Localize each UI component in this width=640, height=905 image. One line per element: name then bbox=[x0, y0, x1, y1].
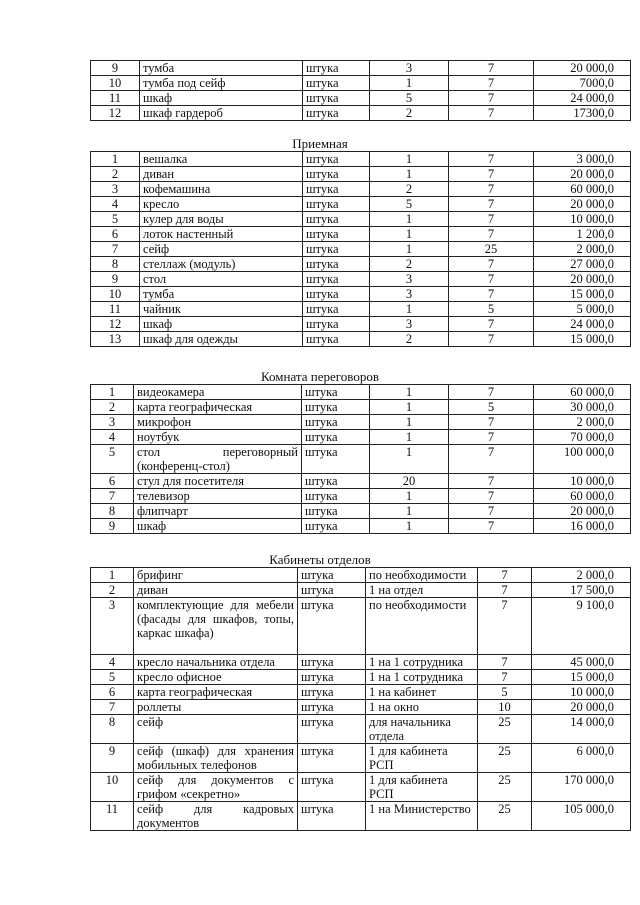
table-row bbox=[91, 106, 631, 121]
quantity-cell: 1 bbox=[370, 489, 449, 504]
service-life-cell: 25 bbox=[478, 715, 532, 744]
price-cell: 20 000,0 bbox=[534, 61, 631, 76]
table-row bbox=[91, 568, 631, 583]
table-row bbox=[91, 445, 631, 474]
price-cell: 60 000,0 bbox=[534, 182, 631, 197]
price-cell: 170 000,0 bbox=[532, 773, 631, 802]
item-name-cell: чайник bbox=[140, 302, 303, 317]
table-row bbox=[91, 519, 631, 534]
unit-cell: штука bbox=[303, 76, 370, 91]
row-number-cell: 10 bbox=[91, 287, 140, 302]
unit-cell: штука bbox=[303, 91, 370, 106]
service-life-cell: 7 bbox=[449, 504, 534, 519]
unit-cell: штука bbox=[303, 106, 370, 121]
unit-cell: штука bbox=[302, 504, 370, 519]
price-cell: 7000,0 bbox=[534, 76, 631, 91]
service-life-cell: 25 bbox=[478, 744, 532, 773]
row-number-cell: 10 bbox=[91, 76, 140, 91]
quantity-cell: 2 bbox=[370, 332, 449, 347]
meeting-room-table bbox=[90, 384, 631, 534]
price-cell: 20 000,0 bbox=[534, 504, 631, 519]
service-life-cell: 25 bbox=[478, 802, 532, 831]
quantity-cell: 5 bbox=[370, 197, 449, 212]
price-cell: 70 000,0 bbox=[534, 430, 631, 445]
quantity-cell: 1 на Министерство bbox=[366, 802, 478, 831]
item-name-cell: шкаф гардероб bbox=[140, 106, 303, 121]
item-name-cell: сейф bbox=[134, 715, 298, 744]
service-life-cell: 7 bbox=[449, 332, 534, 347]
table-row bbox=[91, 670, 631, 685]
quantity-cell: 1 bbox=[370, 519, 449, 534]
table-row bbox=[91, 91, 631, 106]
row-number-cell: 2 bbox=[91, 583, 134, 598]
item-name-cell: брифинг bbox=[134, 568, 298, 583]
table-row bbox=[91, 302, 631, 317]
quantity-cell: 1 на отдел bbox=[366, 583, 478, 598]
row-number-cell: 13 bbox=[91, 332, 140, 347]
service-life-cell: 7 bbox=[449, 317, 534, 332]
quantity-cell: 3 bbox=[370, 61, 449, 76]
item-name-cell: шкаф bbox=[140, 91, 303, 106]
price-cell: 2 000,0 bbox=[534, 415, 631, 430]
service-life-cell: 7 bbox=[449, 167, 534, 182]
unit-cell: штука bbox=[302, 489, 370, 504]
price-cell: 10 000,0 bbox=[534, 212, 631, 227]
table-row bbox=[91, 257, 631, 272]
unit-cell: штука bbox=[298, 744, 366, 773]
unit-cell: штука bbox=[298, 598, 366, 655]
quantity-cell: 1 bbox=[370, 415, 449, 430]
unit-cell: штука bbox=[302, 474, 370, 489]
quantity-cell: 1 для кабинета РСП bbox=[366, 744, 478, 773]
service-life-cell: 7 bbox=[449, 519, 534, 534]
unit-cell: штука bbox=[298, 655, 366, 670]
quantity-cell: 1 на кабинет bbox=[366, 685, 478, 700]
unit-cell: штука bbox=[302, 415, 370, 430]
service-life-cell: 5 bbox=[478, 685, 532, 700]
item-name-cell: кресло bbox=[140, 197, 303, 212]
item-name-cell: лоток настенный bbox=[140, 227, 303, 242]
item-name-cell: комплектующие для мебели (фасады для шкафов, топы, каркас шкафа) bbox=[134, 598, 298, 655]
item-name-cell: кресло офисное bbox=[134, 670, 298, 685]
table-row bbox=[91, 287, 631, 302]
row-number-cell: 10 bbox=[91, 773, 134, 802]
service-life-cell: 7 bbox=[449, 76, 534, 91]
price-cell: 17 500,0 bbox=[532, 583, 631, 598]
row-number-cell: 3 bbox=[91, 598, 134, 655]
unit-cell: штука bbox=[298, 583, 366, 598]
table-row bbox=[91, 385, 631, 400]
department-offices-table bbox=[90, 567, 631, 831]
service-life-cell: 7 bbox=[449, 474, 534, 489]
price-cell: 15 000,0 bbox=[534, 332, 631, 347]
service-life-cell: 7 bbox=[449, 227, 534, 242]
row-number-cell: 1 bbox=[91, 568, 134, 583]
table-row bbox=[91, 489, 631, 504]
item-name-cell: карта географическая bbox=[134, 685, 298, 700]
item-name-cell: шкаф для одежды bbox=[140, 332, 303, 347]
quantity-cell: для начальника отдела bbox=[366, 715, 478, 744]
item-name-cell: стул для посетителя bbox=[134, 474, 302, 489]
row-number-cell: 2 bbox=[91, 400, 134, 415]
row-number-cell: 9 bbox=[91, 272, 140, 287]
unit-cell: штука bbox=[302, 445, 370, 474]
table-row bbox=[91, 583, 631, 598]
row-number-cell: 9 bbox=[91, 519, 134, 534]
section-title-department-offices: Кабинеты отделов bbox=[269, 552, 371, 567]
table-row bbox=[91, 802, 631, 831]
service-life-cell: 7 bbox=[478, 568, 532, 583]
row-number-cell: 7 bbox=[91, 700, 134, 715]
unit-cell: штука bbox=[303, 61, 370, 76]
item-name-cell: роллеты bbox=[134, 700, 298, 715]
unit-cell: штука bbox=[303, 317, 370, 332]
quantity-cell: 1 на окно bbox=[366, 700, 478, 715]
unit-cell: штука bbox=[298, 685, 366, 700]
quantity-cell: 1 bbox=[370, 430, 449, 445]
price-cell: 20 000,0 bbox=[534, 272, 631, 287]
quantity-cell: 1 для кабинета РСП bbox=[366, 773, 478, 802]
row-number-cell: 9 bbox=[91, 61, 140, 76]
section-title-reception: Приемная bbox=[292, 136, 348, 151]
item-name-cell: диван bbox=[140, 167, 303, 182]
row-number-cell: 7 bbox=[91, 489, 134, 504]
item-name-cell: флипчарт bbox=[134, 504, 302, 519]
price-cell: 20 000,0 bbox=[534, 167, 631, 182]
unit-cell: штука bbox=[302, 400, 370, 415]
service-life-cell: 7 bbox=[449, 91, 534, 106]
row-number-cell: 8 bbox=[91, 715, 134, 744]
item-name-cell: стеллаж (модуль) bbox=[140, 257, 303, 272]
service-life-cell: 7 bbox=[449, 445, 534, 474]
unit-cell: штука bbox=[303, 212, 370, 227]
service-life-cell: 7 bbox=[449, 489, 534, 504]
row-number-cell: 2 bbox=[91, 167, 140, 182]
price-cell: 24 000,0 bbox=[534, 91, 631, 106]
price-cell: 45 000,0 bbox=[532, 655, 631, 670]
price-cell: 17300,0 bbox=[534, 106, 631, 121]
price-cell: 60 000,0 bbox=[534, 385, 631, 400]
quantity-cell: 1 bbox=[370, 504, 449, 519]
item-name-cell: ноутбук bbox=[134, 430, 302, 445]
row-number-cell: 7 bbox=[91, 242, 140, 257]
quantity-cell: 2 bbox=[370, 106, 449, 121]
item-name-cell: микрофон bbox=[134, 415, 302, 430]
service-life-cell: 7 bbox=[478, 655, 532, 670]
table-row bbox=[91, 197, 631, 212]
table-row bbox=[91, 152, 631, 167]
row-number-cell: 4 bbox=[91, 655, 134, 670]
table-row bbox=[91, 504, 631, 519]
table-row bbox=[91, 598, 631, 655]
service-life-cell: 5 bbox=[449, 400, 534, 415]
row-number-cell: 11 bbox=[91, 91, 140, 106]
table-row bbox=[91, 61, 631, 76]
item-name-cell: шкаф bbox=[140, 317, 303, 332]
quantity-cell: 1 bbox=[370, 242, 449, 257]
price-cell: 15 000,0 bbox=[532, 670, 631, 685]
unit-cell: штука bbox=[298, 568, 366, 583]
item-name-cell: стол переговорный (конференц-стол) bbox=[134, 445, 302, 474]
price-cell: 10 000,0 bbox=[534, 474, 631, 489]
service-life-cell: 5 bbox=[449, 302, 534, 317]
price-cell: 20 000,0 bbox=[534, 197, 631, 212]
service-life-cell: 7 bbox=[478, 670, 532, 685]
price-cell: 15 000,0 bbox=[534, 287, 631, 302]
price-cell: 27 000,0 bbox=[534, 257, 631, 272]
row-number-cell: 8 bbox=[91, 257, 140, 272]
unit-cell: штука bbox=[303, 197, 370, 212]
item-name-cell: кулер для воды bbox=[140, 212, 303, 227]
price-cell: 105 000,0 bbox=[532, 802, 631, 831]
table-row bbox=[91, 182, 631, 197]
unit-cell: штука bbox=[302, 385, 370, 400]
price-cell: 100 000,0 bbox=[534, 445, 631, 474]
price-cell: 9 100,0 bbox=[532, 598, 631, 655]
item-name-cell: тумба bbox=[140, 287, 303, 302]
unit-cell: штука bbox=[303, 302, 370, 317]
quantity-cell: 1 bbox=[370, 400, 449, 415]
service-life-cell: 7 bbox=[449, 197, 534, 212]
price-cell: 14 000,0 bbox=[532, 715, 631, 744]
service-life-cell: 7 bbox=[449, 212, 534, 227]
row-number-cell: 9 bbox=[91, 744, 134, 773]
unit-cell: штука bbox=[303, 167, 370, 182]
item-name-cell: тумба под сейф bbox=[140, 76, 303, 91]
quantity-cell: 1 bbox=[370, 445, 449, 474]
table-row bbox=[91, 744, 631, 773]
item-name-cell: сейф (шкаф) для хранения мобильных телефонов bbox=[134, 744, 298, 773]
item-name-cell: стол bbox=[140, 272, 303, 287]
unit-cell: штука bbox=[302, 519, 370, 534]
table-row bbox=[91, 474, 631, 489]
row-number-cell: 11 bbox=[91, 802, 134, 831]
section-title-meeting-room: Комната переговоров bbox=[261, 369, 379, 384]
service-life-cell: 7 bbox=[449, 182, 534, 197]
unit-cell: штука bbox=[298, 700, 366, 715]
service-life-cell: 25 bbox=[449, 242, 534, 257]
quantity-cell: 3 bbox=[370, 317, 449, 332]
item-name-cell: кресло начальника отдела bbox=[134, 655, 298, 670]
quantity-cell: 1 bbox=[370, 227, 449, 242]
row-number-cell: 3 bbox=[91, 182, 140, 197]
unit-cell: штука bbox=[303, 287, 370, 302]
table-row bbox=[91, 415, 631, 430]
table-row bbox=[91, 167, 631, 182]
unit-cell: штука bbox=[298, 802, 366, 831]
price-cell: 20 000,0 bbox=[532, 700, 631, 715]
service-life-cell: 7 bbox=[449, 61, 534, 76]
unit-cell: штука bbox=[303, 182, 370, 197]
service-life-cell: 7 bbox=[449, 385, 534, 400]
row-number-cell: 6 bbox=[91, 474, 134, 489]
unit-cell: штука bbox=[303, 227, 370, 242]
item-name-cell: тумба bbox=[140, 61, 303, 76]
unit-cell: штука bbox=[303, 257, 370, 272]
item-name-cell: сейф для документов с грифом «секретно» bbox=[134, 773, 298, 802]
table-row bbox=[91, 76, 631, 91]
item-name-cell: сейф для кадровых документов bbox=[134, 802, 298, 831]
table-row bbox=[91, 773, 631, 802]
service-life-cell: 7 bbox=[449, 415, 534, 430]
table-body bbox=[91, 152, 631, 347]
service-life-cell: 7 bbox=[478, 598, 532, 655]
row-number-cell: 6 bbox=[91, 227, 140, 242]
quantity-cell: 1 bbox=[370, 302, 449, 317]
item-name-cell: сейф bbox=[140, 242, 303, 257]
table-row bbox=[91, 700, 631, 715]
table-row bbox=[91, 242, 631, 257]
unit-cell: штука bbox=[298, 670, 366, 685]
price-cell: 5 000,0 bbox=[534, 302, 631, 317]
table-row bbox=[91, 317, 631, 332]
table-row bbox=[91, 212, 631, 227]
quantity-cell: 3 bbox=[370, 287, 449, 302]
price-cell: 16 000,0 bbox=[534, 519, 631, 534]
table-body bbox=[91, 568, 631, 831]
quantity-cell: 5 bbox=[370, 91, 449, 106]
reception-table bbox=[90, 151, 631, 347]
row-number-cell: 4 bbox=[91, 430, 134, 445]
item-name-cell: кофемашина bbox=[140, 182, 303, 197]
quantity-cell: 2 bbox=[370, 257, 449, 272]
table-row bbox=[91, 227, 631, 242]
service-life-cell: 7 bbox=[449, 257, 534, 272]
unit-cell: штука bbox=[298, 773, 366, 802]
item-name-cell: видеокамера bbox=[134, 385, 302, 400]
row-number-cell: 12 bbox=[91, 106, 140, 121]
row-number-cell: 1 bbox=[91, 385, 134, 400]
table-row bbox=[91, 655, 631, 670]
service-life-cell: 7 bbox=[478, 583, 532, 598]
price-cell: 30 000,0 bbox=[534, 400, 631, 415]
price-cell: 60 000,0 bbox=[534, 489, 631, 504]
price-cell: 6 000,0 bbox=[532, 744, 631, 773]
unit-cell: штука bbox=[303, 242, 370, 257]
item-name-cell: вешалка bbox=[140, 152, 303, 167]
row-number-cell: 4 bbox=[91, 197, 140, 212]
row-number-cell: 11 bbox=[91, 302, 140, 317]
item-name-cell: карта географическая bbox=[134, 400, 302, 415]
service-life-cell: 25 bbox=[478, 773, 532, 802]
row-number-cell: 8 bbox=[91, 504, 134, 519]
quantity-cell: 1 bbox=[370, 385, 449, 400]
unit-cell: штука bbox=[303, 272, 370, 287]
table-row bbox=[91, 332, 631, 347]
table-row bbox=[91, 272, 631, 287]
service-life-cell: 7 bbox=[449, 430, 534, 445]
price-cell: 10 000,0 bbox=[532, 685, 631, 700]
service-life-cell: 7 bbox=[449, 272, 534, 287]
quantity-cell: 2 bbox=[370, 182, 449, 197]
row-number-cell: 3 bbox=[91, 415, 134, 430]
quantity-cell: 3 bbox=[370, 272, 449, 287]
quantity-cell: 1 bbox=[370, 212, 449, 227]
price-cell: 2 000,0 bbox=[532, 568, 631, 583]
quantity-cell: по необходимости bbox=[366, 598, 478, 655]
service-life-cell: 7 bbox=[449, 152, 534, 167]
service-life-cell: 10 bbox=[478, 700, 532, 715]
price-cell: 24 000,0 bbox=[534, 317, 631, 332]
quantity-cell: 1 на 1 сотрудника bbox=[366, 670, 478, 685]
table-row bbox=[91, 685, 631, 700]
item-name-cell: телевизор bbox=[134, 489, 302, 504]
item-name-cell: диван bbox=[134, 583, 298, 598]
price-cell: 1 200,0 bbox=[534, 227, 631, 242]
table-row bbox=[91, 430, 631, 445]
table-body bbox=[91, 61, 631, 121]
price-cell: 3 000,0 bbox=[534, 152, 631, 167]
service-life-cell: 7 bbox=[449, 106, 534, 121]
row-number-cell: 5 bbox=[91, 212, 140, 227]
row-number-cell: 6 bbox=[91, 685, 134, 700]
furniture-table-continued bbox=[90, 60, 631, 121]
unit-cell: штука bbox=[302, 430, 370, 445]
quantity-cell: 1 bbox=[370, 76, 449, 91]
row-number-cell: 5 bbox=[91, 445, 134, 474]
row-number-cell: 12 bbox=[91, 317, 140, 332]
quantity-cell: 1 bbox=[370, 167, 449, 182]
unit-cell: штука bbox=[303, 152, 370, 167]
quantity-cell: 1 на 1 сотрудника bbox=[366, 655, 478, 670]
table-row bbox=[91, 400, 631, 415]
row-number-cell: 1 bbox=[91, 152, 140, 167]
quantity-cell: 1 bbox=[370, 152, 449, 167]
table-body bbox=[91, 385, 631, 534]
row-number-cell: 5 bbox=[91, 670, 134, 685]
quantity-cell: 20 bbox=[370, 474, 449, 489]
unit-cell: штука bbox=[303, 332, 370, 347]
price-cell: 2 000,0 bbox=[534, 242, 631, 257]
item-name-cell: шкаф bbox=[134, 519, 302, 534]
quantity-cell: по необходимости bbox=[366, 568, 478, 583]
unit-cell: штука bbox=[298, 715, 366, 744]
table-row bbox=[91, 715, 631, 744]
service-life-cell: 7 bbox=[449, 287, 534, 302]
